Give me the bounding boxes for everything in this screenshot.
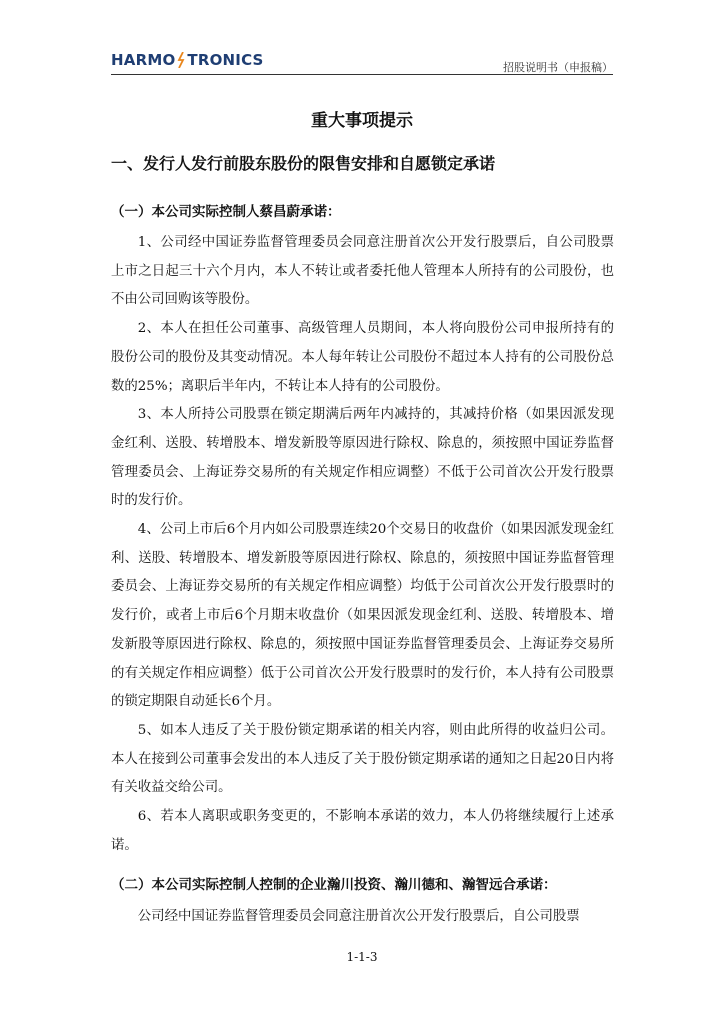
paragraph: 3、本人所持公司股票在锁定期满后两年内减持的，其减持价格（如果因派发现金红利、送股、转增股本、增发新股等原因进行除权、除息的，须按照中国证券监督管理委员会、上海证券交易所的有关规定作相应调整）不低于公司首次公开发行股票时的发行价。 — [111, 407, 614, 509]
subsection-body-2 — [111, 903, 614, 932]
page-number: 1-1-3 — [346, 950, 378, 964]
document-label: 招股说明书（申报稿） — [503, 61, 613, 74]
paragraph: 2、本人在担任公司董事、高级管理人员期间，本人将向股份公司申报所持有的股份公司的股份及其变动情况。本人每年转让公司股份不超过本人持有的公司股份总数的25%；离职后半年内，不转让本人持有的公司股份。 — [111, 321, 614, 394]
lightning-bolt-icon — [176, 52, 186, 68]
page-header — [111, 48, 613, 75]
subsection-heading-2: （二）本公司实际控制人控制的企业瀚川投资、瀚川德和、瀚智远合承诺： — [111, 877, 557, 893]
section-heading: 一、发行人发行前股东股份的限售安排和自愿锁定承诺 — [111, 154, 496, 173]
paragraph: 6、若本人离职或职务变更的，不影响本承诺的效力，本人仍将继续履行上述承诺。 — [111, 809, 614, 853]
subsection-heading-1: （一）本公司实际控制人蔡昌蔚承诺： — [111, 204, 341, 220]
paragraph: 5、如本人违反了关于股份锁定期承诺的相关内容，则由此所得的收益归公司。本人在接到公司董事会发出的本人违反了关于股份锁定期承诺的通知之日起20日内将有关收益交给公司。 — [111, 722, 614, 796]
page-title: 重大事项提示 — [311, 111, 413, 131]
logo-text-right: TRONICS — [187, 51, 264, 69]
paragraph: 4、公司上市后6个月内如公司股票连续20个交易日的收盘价（如果因派发现金红利、送股、转增股本、增发新股等原因进行除权、除息的，须按照中国证券监督管理委员会、上海证券交易所的有关规定作相应调整）均低于公司首次公开发行股票时的发行价，或者上市后6个月期末收盘价（如果因派发现金红利、送股、转增股本、增发新股等原因进行除权、除息的，须按照中国证券监督管理委员会、上海证券交易所的有关规定作相应调整）低于公司首次公开发行股票时的发行价，本人持有公司股票的锁定期限自动延长6个月。 — [111, 522, 614, 710]
subsection-body-1 — [111, 229, 614, 860]
logo-text-left: HARMO — [111, 51, 176, 69]
paragraph: 公司经中国证券监督管理委员会同意注册首次公开发行股票后，自公司股票 — [137, 909, 580, 924]
paragraph: 1、公司经中国证券监督管理委员会同意注册首次公开发行股票后，自公司股票上市之日起三十六个月内，本人不转让或者委托他人管理本人所持有的公司股份，也不由公司回购该等股份。 — [111, 235, 614, 308]
company-logo — [111, 51, 264, 69]
